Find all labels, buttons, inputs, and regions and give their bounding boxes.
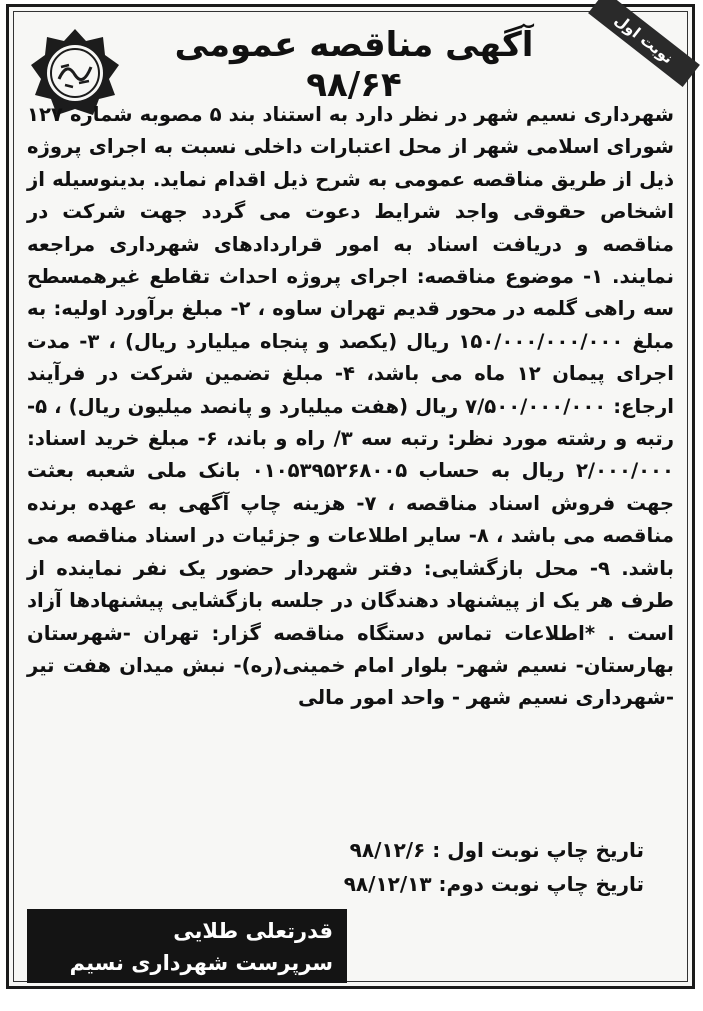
signatory-name: قدرتعلی طلایی [173,919,333,943]
notice-paragraph: شهرداری نسیم شهر در نظر دارد به استناد بند ۵ مصوبه شماره ۱۲۷ شورای اسلامی شهر از محل اعتبارات داخلی نسبت به اجرای پروژه ذیل از طریق مناقصه عمومی به شرح ذیل اقدام نماید. بدینوسیله از اشخاص حقوقی واجد شرایط دعوت می گردد جهت شرکت در مناقصه و دریافت اسناد به امور قراردادهای شهرداری مراجعه نمایند. ۱- موضوع مناقصه: اجرای پروژه احداث تقاطع غیرهمسطح سه راهی گلمه در محور قدیم تهران ساوه ، ۲- مبلغ برآورد اولیه: به مبلغ ۱۵۰/۰۰۰/۰۰۰/۰۰۰ ریال (یکصد و پنجاه میلیارد ریال) ، ۳- مدت اجرای پیمان ۱۲ ماه می باشد، ۴- مبلغ تضمین شرکت در فرآیند ارجاع: ۷/۵۰۰/۰۰۰/۰۰۰ ریال (هفت میلیارد و پانصد میلیون ریال) ، ۵- رتبه و رشته مورد نظر: رتبه سه ۳/ راه و باند، ۶- مبلغ خرید اسناد: ۲/۰۰۰/۰۰۰ ریال به حساب ۰۱۰۵۳۹۵۲۶۸۰۰۵ بانک ملی شعبه بعثت جهت فروش اسناد مناقصه ، ۷- هزینه چاپ آگهی به عهده برنده مناقصه می باشد ، ۸- سایر اطلاعات و جزئیات در اسناد مناقصه می باشد. ۹- محل بازگشایی: دفتر شهردار حضور یک نفر نماینده از طرف هر یک از پیشنهاد دهندگان در جلسه بازگشایی پیشنهادها آزاد است . *اطلاعات تماس دستگاه مناقصه گزار: تهران -شهرستان بهارستان- نسیم شهر- بلوار امام خمینی(ره)- نبش میدان هفت تیر -شهرداری نسیم شهر - واحد امور مالی [27,103,675,710]
notice-frame [6,4,695,1007]
print-dates [344,833,644,901]
first-print-date: تاریخ چاپ نوبت اول : ۹۸/۱۲/۶ [349,838,644,862]
notice-body [27,99,674,715]
second-print-date: تاریخ چاپ نوبت دوم: ۹۸/۱۲/۱۳ [343,872,644,896]
signature-block [27,909,347,1007]
signatory-role: سرپرست شهرداری نسیم شهر [69,951,333,1007]
first-issue-ribbon: نوبت اول [588,0,700,87]
notice-title: آگهی مناقصه عمومی ۹۸/۶۴ [174,25,534,105]
